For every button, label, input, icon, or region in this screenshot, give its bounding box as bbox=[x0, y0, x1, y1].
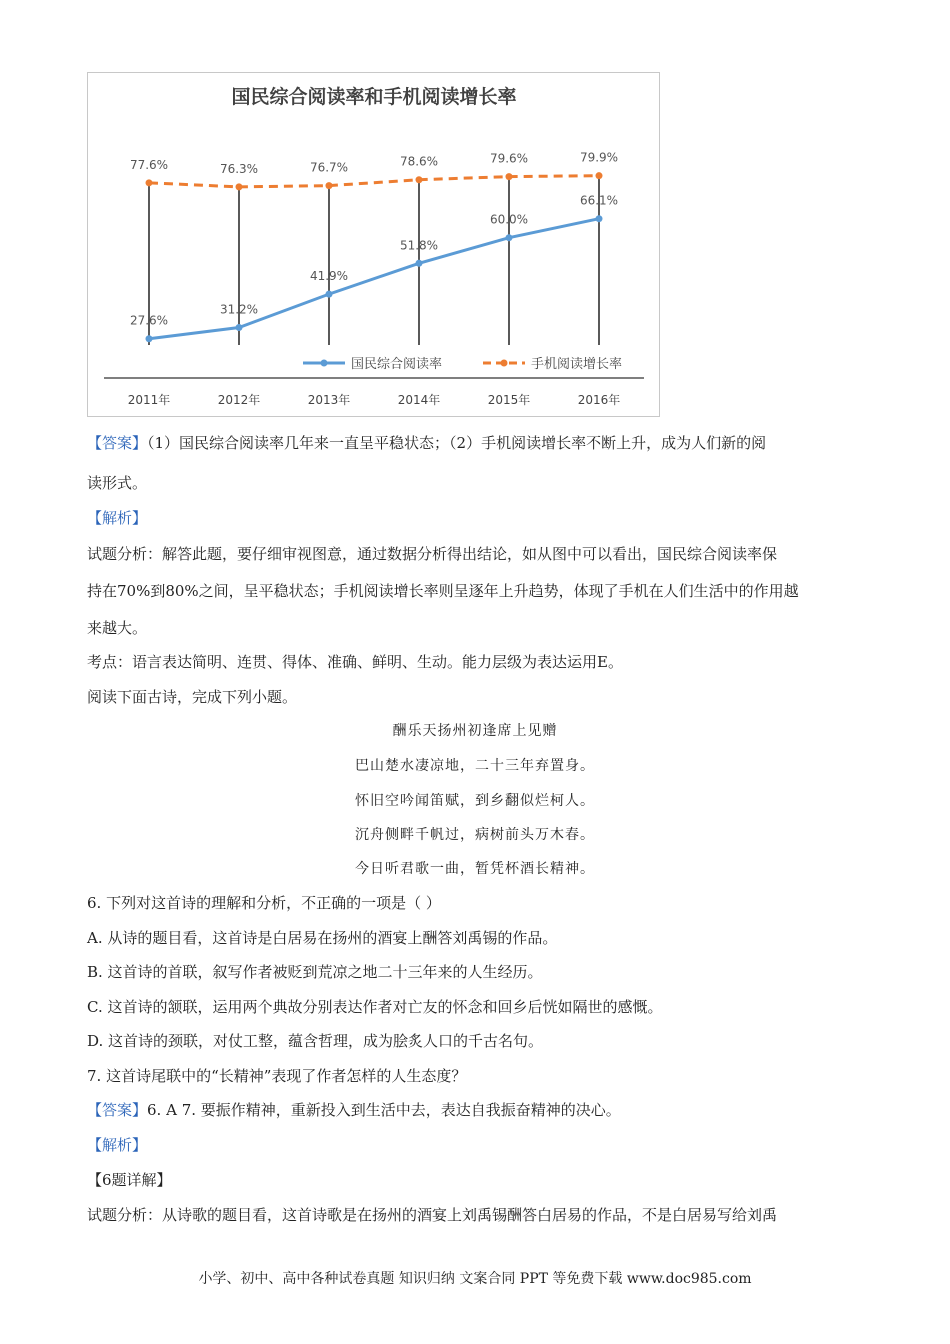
poem-title: 酬乐天扬州初逢席上见赠 bbox=[392, 723, 558, 739]
data-point bbox=[236, 183, 243, 190]
data-label: 27.6% bbox=[129, 313, 169, 328]
analysis1-line1: 试题分析：解答此题，要仔细审视图意，通过数据分析得出结论，如从图中可以看出，国民综合阅读率保 bbox=[87, 545, 778, 563]
answer-tag: 【答案】 bbox=[87, 434, 148, 452]
legend-label: 国民综合阅读率 bbox=[351, 357, 443, 372]
answer2-text: 6. A 7. 要振作精神，重新投入到生活中去，表达自我振奋精神的决心。 bbox=[147, 1101, 621, 1119]
data-point bbox=[326, 291, 333, 298]
x-tick-label: 2014年 bbox=[397, 393, 441, 407]
poem-line-4: 今日听君歌一曲，暂凭杯酒长精神。 bbox=[355, 861, 595, 877]
analysis2-tag: 【解析】 bbox=[87, 1136, 148, 1154]
data-label: 51.8% bbox=[399, 238, 439, 253]
data-point bbox=[596, 172, 603, 179]
question-6-stem: 6. 下列对这首诗的理解和分析，不正确的一项是（ ） bbox=[87, 894, 441, 912]
poem-line-2: 怀旧空吟闻笛赋，到乡翻似烂柯人。 bbox=[355, 793, 595, 809]
option-a: A. 从诗的题目看，这首诗是白居易在扬州的酒宴上酬答刘禹锡的作品。 bbox=[87, 929, 558, 947]
chart-title: 国民综合阅读率和手机阅读增长率 bbox=[231, 86, 517, 108]
legend-marker bbox=[501, 360, 508, 367]
analysis1-line3: 来越大。 bbox=[87, 619, 148, 637]
data-label: 79.6% bbox=[489, 151, 529, 166]
data-label: 77.6% bbox=[129, 157, 169, 172]
answer1-text-1: （1）国民综合阅读率几年来一直呈平稳状态；（2）手机阅读增长率不断上升，成为人们新的阅 bbox=[147, 434, 767, 452]
x-tick-label: 2011年 bbox=[127, 393, 171, 407]
series-line-1 bbox=[149, 176, 599, 187]
x-tick-label: 2012年 bbox=[217, 393, 261, 407]
answer2-line bbox=[87, 1099, 877, 1120]
footer: 小学、初中、高中各种试卷真题 知识归纳 文案合同 PPT 等免费下载 www.doc985.com bbox=[198, 1271, 752, 1287]
answer1-line2: 读形式。 bbox=[87, 474, 148, 492]
data-point bbox=[326, 182, 333, 189]
data-label: 76.7% bbox=[309, 160, 349, 175]
data-label: 41.9% bbox=[309, 269, 349, 284]
poem-line-3: 沉舟侧畔千帆过，病树前头万木春。 bbox=[355, 827, 595, 843]
x-tick-label: 2016年 bbox=[577, 393, 621, 407]
data-label: 60.0% bbox=[489, 212, 529, 227]
data-point bbox=[236, 324, 243, 331]
data-point bbox=[506, 173, 513, 180]
data-label: 31.2% bbox=[219, 302, 259, 317]
data-label: 66.1% bbox=[579, 193, 619, 208]
answer1-line1 bbox=[87, 432, 877, 453]
analysis2-text: 试题分析：从诗歌的题目看，这首诗歌是在扬州的酒宴上刘禹锡酬答白居易的作品，不是白居易写给刘禹 bbox=[87, 1206, 778, 1224]
analysis-tag: 【解析】 bbox=[87, 509, 148, 527]
data-point bbox=[506, 234, 513, 241]
data-point bbox=[416, 176, 423, 183]
analysis1-line2: 持在70%到80%之间，呈平稳状态；手机阅读增长率则呈逐年上升趋势，体现了手机在人们生活中的作用越 bbox=[87, 582, 799, 600]
data-point bbox=[416, 260, 423, 267]
question-7: 7. 这首诗尾联中的“长精神”表现了作者怎样的人生态度？ bbox=[87, 1067, 467, 1085]
poem-intro: 阅读下面古诗，完成下列小题。 bbox=[87, 688, 298, 706]
legend-marker bbox=[321, 360, 328, 367]
series-line-0 bbox=[149, 219, 599, 339]
option-b: B. 这首诗的首联，叙写作者被贬到荒凉之地二十三年来的人生经历。 bbox=[87, 963, 543, 981]
data-label: 76.3% bbox=[219, 161, 259, 176]
answer2-tag: 【答案】 bbox=[87, 1101, 148, 1119]
x-tick-label: 2013年 bbox=[307, 393, 351, 407]
x-tick-label: 2015年 bbox=[487, 393, 531, 407]
reading-rate-chart bbox=[87, 72, 660, 417]
option-d: D. 这首诗的颈联，对仗工整，蕴含哲理，成为脍炙人口的千古名句。 bbox=[87, 1032, 544, 1050]
poem-line-1: 巴山楚水凄凉地，二十三年弃置身。 bbox=[355, 758, 595, 774]
data-point bbox=[596, 215, 603, 222]
data-label: 78.6% bbox=[399, 154, 439, 169]
option-c: C. 这首诗的颔联，运用两个典故分别表达作者对亡友的怀念和回乡后恍如隔世的感慨。 bbox=[87, 998, 663, 1016]
legend-label: 手机阅读增长率 bbox=[531, 357, 623, 372]
chart-svg bbox=[88, 73, 661, 418]
data-label: 79.9% bbox=[579, 150, 619, 165]
kaodian: 考点：语言表达简明、连贯、得体、准确、鲜明、生动。能力层级为表达运用E。 bbox=[87, 653, 623, 671]
data-point bbox=[146, 179, 153, 186]
detail-6-heading: 【6题详解】 bbox=[87, 1171, 172, 1189]
data-point bbox=[146, 335, 153, 342]
